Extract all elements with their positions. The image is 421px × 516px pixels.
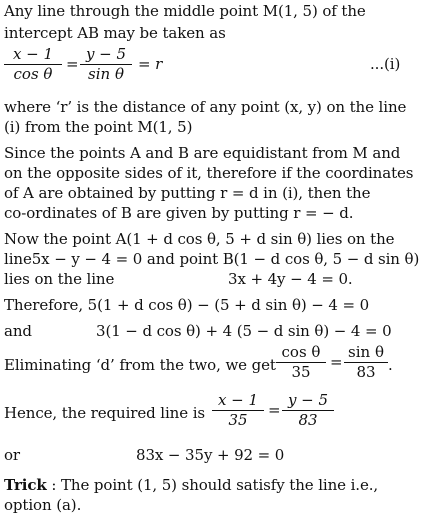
text-line: option (a).: [4, 496, 82, 514]
fraction-denominator: 35: [228, 411, 248, 429]
fraction-denominator: cos θ: [13, 65, 53, 83]
text-line: where ‘r’ is the distance of any point (x, y) on the line: [4, 98, 407, 116]
fraction-numerator: x − 1: [4, 46, 62, 65]
text-line: Since the points A and B are equidistant from M and: [4, 144, 401, 162]
fraction-denominator: 83: [298, 411, 318, 429]
equation: 3x + 4y − 4 = 0.: [228, 270, 353, 288]
trick-text: The point (1, 5) should satisfy the line i.e.,: [61, 476, 379, 494]
text-line: of A are obtained by putting r = d in (i), then the: [4, 184, 371, 202]
text-line: Any line through the middle point M(1, 5) of the: [4, 2, 366, 20]
text-line: and: [4, 322, 32, 340]
text-line: or: [4, 446, 21, 464]
fraction-numerator: sin θ: [344, 344, 388, 363]
trick-label: Trick: [4, 476, 47, 494]
equation: 83x − 35y + 92 = 0: [136, 446, 285, 464]
text-line: on the opposite sides of it, therefore if the coordinates: [4, 164, 414, 182]
fraction: [276, 344, 326, 381]
fraction: [80, 46, 132, 83]
text-line: Hence, the required line is: [4, 404, 205, 422]
fraction: [344, 344, 388, 381]
text-line: co-ordinates of B are given by putting r = − d.: [4, 204, 354, 222]
fraction-numerator: y − 5: [282, 392, 334, 411]
equation: 3(1 − d cos θ) + 4 (5 − d sin θ) − 4 = 0: [96, 322, 392, 340]
fraction: [4, 46, 62, 83]
fraction-denominator: 83: [356, 363, 376, 381]
trick-note: [4, 476, 378, 494]
text-line: Now the point A(1 + d cos θ, 5 + d sin θ) lies on the: [4, 230, 395, 248]
trick-colon: :: [46, 476, 61, 494]
text-line: (i) from the point M(1, 5): [4, 118, 193, 136]
fraction-numerator: x − 1: [212, 392, 264, 411]
equals-sign: =: [268, 401, 281, 419]
fraction-numerator: cos θ: [276, 344, 326, 363]
text-line: line5x − y − 4 = 0 and point B(1 − d cos θ, 5 − d sin θ): [4, 250, 420, 268]
fraction: [212, 392, 264, 429]
fraction: [282, 392, 334, 429]
fraction-denominator: sin θ: [88, 65, 124, 83]
text-line: Eliminating ‘d’ from the two, we get: [4, 356, 276, 374]
text-line: lies on the line: [4, 270, 115, 288]
equals-sign: =: [330, 353, 343, 371]
fraction-numerator: y − 5: [80, 46, 132, 65]
fraction-denominator: 35: [291, 363, 311, 381]
period: .: [388, 356, 393, 374]
text-line: intercept AB may be taken as: [4, 24, 226, 42]
equation-rhs: = r: [138, 55, 163, 73]
text-line: Therefore, 5(1 + d cos θ) − (5 + d sin θ) − 4 = 0: [4, 296, 370, 314]
equals-sign: =: [66, 55, 79, 73]
equation-number: ...(i): [370, 55, 401, 73]
